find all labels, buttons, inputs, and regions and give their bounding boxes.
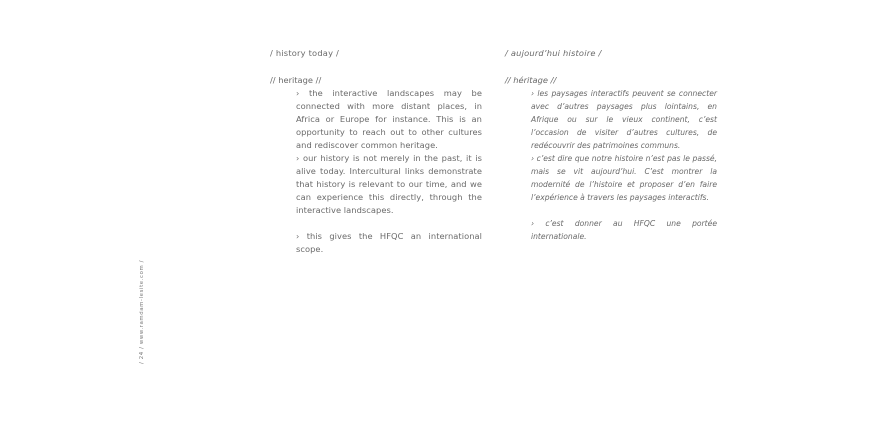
english-column bbox=[270, 47, 482, 256]
section-heading: / history today / bbox=[270, 48, 340, 58]
paragraph: › c’est donner au HFQC une portée internationale. bbox=[531, 219, 717, 241]
section-subheading: // heritage // bbox=[270, 75, 322, 85]
section-subheading: // héritage // bbox=[505, 75, 557, 85]
section-body bbox=[296, 87, 482, 256]
section-heading: / aujourd’hui histoire / bbox=[505, 48, 602, 58]
paragraph: › les paysages interactifs peuvent se connecter avec d’autres paysages plus lointains, en Afrique ou sur le vieux continent, c’est l’occasion de visiter d’autres cultures, de redécouvrir des patrimoines communs. bbox=[531, 89, 717, 150]
section-body bbox=[531, 87, 717, 243]
paragraph: › c’est dire que notre histoire n’est pas le passé, mais se vit aujourd’hui. C’est montrer la modernité de l’histoire et proposer d’en faire l’expérience à travers les paysages interactifs. bbox=[531, 154, 717, 202]
paragraph: › the interactive landscapes may be connected with more distant places, in Africa or Europe for instance. This is an opportunity to reach out to other cultures and rediscover common heritage. bbox=[296, 88, 482, 150]
page-number-url: / 24 / www.ramdam-lesite.com / bbox=[139, 259, 145, 364]
paragraph: › our history is not merely in the past, it is alive today. Intercultural links demonstrate that history is relevant to our time, and we can experience this directly, through the interactive landscapes. bbox=[296, 153, 482, 215]
french-column bbox=[505, 47, 717, 243]
paragraph: › this gives the HFQC an international scope. bbox=[296, 231, 482, 254]
